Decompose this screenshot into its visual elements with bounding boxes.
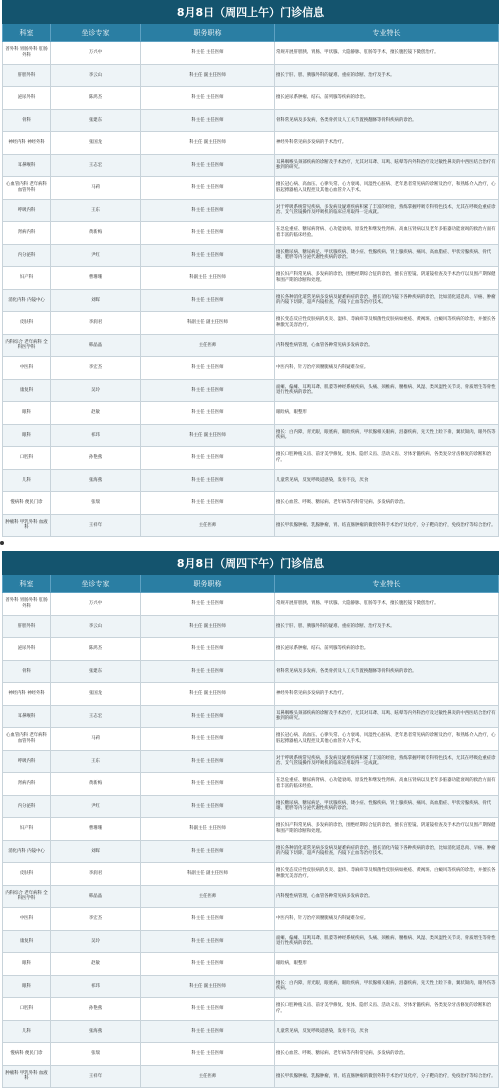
table-row xyxy=(3,42,499,65)
table-row xyxy=(3,447,499,470)
specialty-cell: 擅长心血管、呼吸、糖尿病、老年病等内科常见病、多发病的诊治。 xyxy=(275,492,499,515)
title-cell: 科主任 主任医师 xyxy=(141,1020,275,1043)
specialty-cell: 耳鼻咽喉头颈部疾病的诊断及手术治疗，尤其对耳聋、耳鸣、眩晕等内外科治疗及过敏性鼻炎的中西医结合治疗有独到的研究。 xyxy=(275,705,499,728)
dept-cell: 中医科 xyxy=(3,908,51,931)
table-row xyxy=(3,863,499,886)
dept-cell: 眼科 xyxy=(3,402,51,425)
doctor-cell: 孙艳燕 xyxy=(51,447,141,470)
dept-cell: 皮肤科 xyxy=(3,312,51,335)
title-cell: 科主任 主任医师 xyxy=(141,750,275,773)
specialty-cell: 擅长冠心病、高血压、心律失常、心力衰竭、风湿性心脏病、老年患者常见病的诊断及治疗，和熟练介入治疗，心脏起搏器植入及程控及其他心血管介入手术。 xyxy=(275,177,499,200)
dept-cell: 康复科 xyxy=(3,930,51,953)
dept-cell: 普外科 胃肠外科 肛肠外科 xyxy=(3,593,51,616)
dept-cell: 慢病科 便民门诊 xyxy=(3,492,51,515)
specialty-cell: 儿童常见病，反复呼吸道感染，发育不良，厌食 xyxy=(275,1020,499,1043)
specialty-cell: 擅长口腔种植义齿、前牙美学修复、复体、隐形义齿、活动义齿、牙体牙髓疾病、各类复杂牙齿修复的诊断和治疗。 xyxy=(275,447,499,470)
title-cell: 科主任 主任医师 xyxy=(141,402,275,425)
dept-cell: 儿科 xyxy=(3,1020,51,1043)
specialty-cell: 擅长糖尿病、糖尿病足、甲状腺疾病、矮小症、性腺疾病、肾上腺疾病、痛风、高血脂症、甲状旁腺疾病、骨代谢、肥胖等内分泌代谢性疾病的诊治。 xyxy=(275,795,499,818)
title-cell: 科主任 主任医师 xyxy=(141,593,275,616)
doctor-cell: 张瑞 xyxy=(51,492,141,515)
dept-cell: 神经内科 神经外科 xyxy=(3,683,51,706)
title-cell: 主任医师 xyxy=(141,885,275,908)
table-row xyxy=(3,840,499,863)
table-row xyxy=(3,998,499,1021)
table-row xyxy=(3,154,499,177)
specialty-cell: 对于呼吸系统常见疾病、多发病及疑难疾病积累了丰富的经验，熟练掌握呼吸专科特色技术，尤其在呼吸危重症诊治、支气管镜操作及呼吸机的临床应用取得一定成就。 xyxy=(275,750,499,773)
doctor-cell: 刘晖 xyxy=(51,840,141,863)
dept-cell: 泌尿外科 xyxy=(3,87,51,110)
specialty-cell: 擅长于肝、胆、胰腺外科的疑难、重症的诊断、治疗及手术。 xyxy=(275,615,499,638)
doctor-cell: 曹珊珊 xyxy=(51,267,141,290)
title-cell: 科主任 主任医师 xyxy=(141,638,275,661)
table-row xyxy=(3,64,499,87)
specialty-cell: 眼睑病，眼整形 xyxy=(275,953,499,976)
doctor-cell: 张建东 xyxy=(51,109,141,132)
title-cell: 科主任 主任医师 xyxy=(141,795,275,818)
title-cell: 科主任 主任医师 xyxy=(141,1043,275,1066)
title-cell: 科主任 主任医师 xyxy=(141,930,275,953)
dept-cell: 妇产科 xyxy=(3,267,51,290)
doctor-cell: 祁玮 xyxy=(51,424,141,447)
dept-cell: 骨科 xyxy=(3,660,51,683)
doctor-cell: 万兴中 xyxy=(51,42,141,65)
doctor-cell: 王祥年 xyxy=(51,514,141,537)
doctor-cell: 黄新梅 xyxy=(51,773,141,796)
title-cell: 科主任 主任医师 xyxy=(141,379,275,402)
dept-cell: 口腔科 xyxy=(3,447,51,470)
specialty-cell: 常规开展肝胆胰、胃肠、甲状腺、大隐静脉、肛肠等手术，擅长腹腔镜下微创治疗。 xyxy=(275,593,499,616)
table-row xyxy=(3,514,499,537)
specialty-cell: 耳鼻咽喉头颈部疾病的诊断及手术治疗，尤其对耳聋、耳鸣、眩晕等内外科治疗及过敏性鼻炎的中西医结合治疗有独到的研究。 xyxy=(275,154,499,177)
dept-cell: 口腔科 xyxy=(3,998,51,1021)
table-row xyxy=(3,87,499,110)
doctor-cell: 张海燕 xyxy=(51,469,141,492)
table-row xyxy=(3,334,499,357)
doctor-cell: 李云山 xyxy=(51,615,141,638)
section-gap xyxy=(0,537,500,551)
table-row xyxy=(3,469,499,492)
table-row xyxy=(3,908,499,931)
dept-cell: 呼吸内科 xyxy=(3,750,51,773)
doctor-cell: 黄新梅 xyxy=(51,222,141,245)
specialty-cell: 擅长冠心病、高血压、心律失常、心力衰竭、风湿性心脏病、老年患者常见病的诊断及治疗，和熟练介入治疗，心脏起搏器植入及程控及其他心血管介入手术。 xyxy=(275,728,499,751)
specialty-cell: 擅长甲状腺肿瘤、乳腺肿瘤，胃、结直肠肿瘤的微创外科手术治疗及化疗，分子靶向治疗，免疫治疗等综合治疗。 xyxy=(275,514,499,537)
table-row xyxy=(3,750,499,773)
dept-cell: 泌尿外科 xyxy=(3,638,51,661)
dept-cell: 肝胆外科 xyxy=(3,615,51,638)
title-cell: 科主任 副主任医师 xyxy=(141,132,275,155)
title-cell: 科副主任 主任医师 xyxy=(141,818,275,841)
doctor-cell: 刘晖 xyxy=(51,289,141,312)
dept-cell: 普外科 胃肠外科 肛肠外科 xyxy=(3,42,51,65)
table-row xyxy=(3,660,499,683)
dept-cell: 皮肤科 xyxy=(3,863,51,886)
doctor-cell: 李润君 xyxy=(51,312,141,335)
table-row xyxy=(3,244,499,267)
specialty-cell: 内科慢性病管理，心血管各种常见病多发病诊治。 xyxy=(275,334,499,357)
table-row xyxy=(3,975,499,998)
title-cell: 科主任 主任医师 xyxy=(141,773,275,796)
doctor-cell: 李润君 xyxy=(51,863,141,886)
title-cell: 科主任 主任医师 xyxy=(141,492,275,515)
table-row xyxy=(3,638,499,661)
table-row xyxy=(3,289,499,312)
dept-cell: 眼科 xyxy=(3,953,51,976)
doctor-cell: 张瑞 xyxy=(51,1043,141,1066)
table-row xyxy=(3,267,499,290)
afternoon-title: 8月8日（周四下午）门诊信息 xyxy=(3,552,499,575)
doctor-cell: 王祥年 xyxy=(51,1065,141,1088)
specialty-cell: 儿童常见病，反复呼吸道感染，发育不良，厌食 xyxy=(275,469,499,492)
table-row xyxy=(3,705,499,728)
header-title: 职务职称 xyxy=(141,24,275,42)
dept-cell: 肿瘤科 甲乳外科 血液科 xyxy=(3,514,51,537)
specialty-cell: 擅长糖尿病、糖尿病足、甲状腺疾病、矮小症、性腺疾病、肾上腺疾病、痛风、高血脂症、甲状旁腺疾病、骨代谢、肥胖等内分泌代谢性疾病的诊治。 xyxy=(275,244,499,267)
doctor-cell: 孙艳燕 xyxy=(51,998,141,1021)
doctor-cell: 尹红 xyxy=(51,795,141,818)
doctor-cell: 吴玲 xyxy=(51,379,141,402)
specialty-cell: 擅长甲状腺肿瘤、乳腺肿瘤，胃、结直肠肿瘤的微创外科手术治疗及化疗，分子靶向治疗，免疫治疗等综合治疗。 xyxy=(275,1065,499,1088)
doctor-cell: 王东 xyxy=(51,199,141,222)
header-specialty: 专业特长 xyxy=(275,575,499,593)
dept-cell: 心血管内科 老年病科 血管外科 xyxy=(3,177,51,200)
specialty-cell: 擅长各种消化道常见病多发病及疑难病症的诊治，擅长消化内镜下各种疾病的诊治，比如消化道息肉、早癌、肿瘤的内镜下切除，超声内镜检查，内镜下止血等治疗技术。 xyxy=(275,289,499,312)
specialty-cell: 擅长泌尿系肿瘤、结石、前列腺等疾病的诊治。 xyxy=(275,638,499,661)
doctor-cell: 马莉 xyxy=(51,177,141,200)
specialty-cell: 擅长妇产科常见病、多发病的诊治，围绝经期综合征的诊治，擅长宫腔镜、阴道镜检查及手术治疗以及围产期保健和围产期的诊断和处理。 xyxy=(275,818,499,841)
title-cell: 主任医师 xyxy=(141,334,275,357)
dept-cell: 耳鼻喉科 xyxy=(3,705,51,728)
table-row xyxy=(3,593,499,616)
table-row xyxy=(3,357,499,380)
title-cell: 科主任 主任医师 xyxy=(141,447,275,470)
specialty-cell: 对于呼吸系统常见疾病、多发病及疑难疾病积累了丰富的经验，熟练掌握呼吸专科特色技术，尤其在呼吸危重症诊治、支气管镜操作及呼吸机的临床应用取得一定成就。 xyxy=(275,199,499,222)
table-row xyxy=(3,885,499,908)
dept-cell: 肿瘤科 甲乳外科 血液科 xyxy=(3,1065,51,1088)
specialty-cell: 擅长心血管、呼吸、糖尿病、老年病等内科常见病、多发病的诊治。 xyxy=(275,1043,499,1066)
specialty-cell: 常规开展肝胆胰、胃肠、甲状腺、大隐静脉、肛肠等手术，擅长腹腔镜下微创治疗。 xyxy=(275,42,499,65)
dept-cell: 眼科 xyxy=(3,975,51,998)
specialty-cell: 在急危重症、糖尿病肾病、心功能衰竭、原发性和继发性肾病、高血压肾病以及老年多脏器功能衰竭的救治方面有着丰富的临床经验。 xyxy=(275,773,499,796)
title-cell: 科主任 副主任医师 xyxy=(141,683,275,706)
title-cell: 科主任 主任医师 xyxy=(141,177,275,200)
header-specialty: 专业特长 xyxy=(275,24,499,42)
title-cell: 科主任 主任医师 xyxy=(141,998,275,1021)
specialty-cell: 骨科常见病及多发病，各类骨折及人工关节置换翻修等骨科疾病的诊治。 xyxy=(275,660,499,683)
title-cell: 科副主任 主任医师 xyxy=(141,267,275,290)
doctor-cell: 祁玮 xyxy=(51,975,141,998)
dept-cell: 内分泌科 xyxy=(3,795,51,818)
title-cell: 科主任 主任医师 xyxy=(141,357,275,380)
table-row xyxy=(3,1043,499,1066)
title-cell: 科主任 主任医师 xyxy=(141,953,275,976)
title-cell: 主任医师 xyxy=(141,1065,275,1088)
title-cell: 科主任 主任医师 xyxy=(141,705,275,728)
morning-schedule-table xyxy=(2,0,499,537)
table-row xyxy=(3,773,499,796)
doctor-cell: 陈鸿杰 xyxy=(51,638,141,661)
specialty-cell: 神经外科常见病多发病的手术治疗。 xyxy=(275,132,499,155)
specialty-cell: 擅长妇产科常见病、多发病的诊治，围绝经期综合征的诊治，擅长宫腔镜、阴道镜检查及手术治疗以及围产期保健和围产期的诊断和处理。 xyxy=(275,267,499,290)
doctor-cell: 曹珊珊 xyxy=(51,818,141,841)
doctor-cell: 马莉 xyxy=(51,728,141,751)
doctor-cell: 王志宏 xyxy=(51,154,141,177)
table-row xyxy=(3,1020,499,1043)
doctor-cell: 万兴中 xyxy=(51,593,141,616)
title-cell: 科主任 主任医师 xyxy=(141,199,275,222)
table-row xyxy=(3,379,499,402)
dept-cell: 肝胆外科 xyxy=(3,64,51,87)
dept-cell: 内科综合 老年病科 全科医学科 xyxy=(3,885,51,908)
specialty-cell: 在急危重症、糖尿病肾病、心功能衰竭、原发性和继发性肾病、高血压肾病以及老年多脏器功能衰竭的救治方面有着丰富的临床经验。 xyxy=(275,222,499,245)
header-doctor: 坐诊专家 xyxy=(51,24,141,42)
specialty-cell: 中医内科，针刀治疗颈腰腿痛及内科疑难杂症。 xyxy=(275,908,499,931)
afternoon-schedule-table xyxy=(2,551,499,1088)
bullet-dot xyxy=(0,541,4,545)
doctor-cell: 王东 xyxy=(51,750,141,773)
table-row xyxy=(3,177,499,200)
header-dept: 科室 xyxy=(3,24,51,42)
title-cell: 科主任 主任医师 xyxy=(141,87,275,110)
doctor-cell: 韩晶晶 xyxy=(51,885,141,908)
doctor-cell: 李宏杰 xyxy=(51,357,141,380)
specialty-cell: 擅长口腔种植义齿、前牙美学修复、复体、隐形义齿、活动义齿、牙体牙髓疾病、各类复杂牙齿修复的诊断和治疗。 xyxy=(275,998,499,1021)
title-cell: 主任医师 xyxy=(141,514,275,537)
table-row xyxy=(3,818,499,841)
table-row xyxy=(3,222,499,245)
title-cell: 科主任 主任医师 xyxy=(141,728,275,751)
table-row xyxy=(3,109,499,132)
title-cell: 科主任 主任医师 xyxy=(141,154,275,177)
dept-cell: 康复科 xyxy=(3,379,51,402)
title-cell: 科主任 主任医师 xyxy=(141,42,275,65)
table-row xyxy=(3,1065,499,1088)
doctor-cell: 张国龙 xyxy=(51,132,141,155)
specialty-cell: 擅长：白内障，青光眼，眼底病，眼睑疾病，甲状腺相关眼病，泪器疾病，先天性上睑下垂，翼状胬肉，眼外伤等疾病。 xyxy=(275,424,499,447)
dept-cell: 耳鼻喉科 xyxy=(3,154,51,177)
title-cell: 科副主任 副主任医师 xyxy=(141,863,275,886)
doctor-cell: 张国龙 xyxy=(51,683,141,706)
header-title: 职务职称 xyxy=(141,575,275,593)
dept-cell: 肾病内科 xyxy=(3,222,51,245)
title-cell: 科主任 主任医师 xyxy=(141,908,275,931)
specialty-cell: 擅长：白内障，青光眼，眼底病，眼睑疾病，甲状腺相关眼病，泪器疾病，先天性上睑下垂，翼状胬肉，眼外伤等疾病。 xyxy=(275,975,499,998)
title-cell: 科主任 主任医师 xyxy=(141,469,275,492)
dept-cell: 骨科 xyxy=(3,109,51,132)
specialty-cell: 内科慢性病管理，心血管各种常见病多发病诊治。 xyxy=(275,885,499,908)
table-row xyxy=(3,424,499,447)
dept-cell: 消化内科 内镜中心 xyxy=(3,840,51,863)
title-cell: 科主任 主任医师 xyxy=(141,222,275,245)
title-cell: 科主任 主任医师 xyxy=(141,109,275,132)
dept-cell: 中医科 xyxy=(3,357,51,380)
title-cell: 科副主任 副主任医师 xyxy=(141,312,275,335)
dept-cell: 眼科 xyxy=(3,424,51,447)
specialty-cell: 中医内科，针刀治疗颈腰腿痛及内科疑难杂症。 xyxy=(275,357,499,380)
dept-cell: 心血管内科 老年病科 血管外科 xyxy=(3,728,51,751)
table-row xyxy=(3,132,499,155)
dept-cell: 儿科 xyxy=(3,469,51,492)
table-row xyxy=(3,953,499,976)
specialty-cell: 面瘫、偏瘫、耳鸣耳聋、肌萎等神经系统疾病，头痛、颈椎病、腰椎病、风湿、类风湿性关节炎、骨质增生等骨性退行性疾病的诊治。 xyxy=(275,379,499,402)
dept-cell: 妇产科 xyxy=(3,818,51,841)
table-row xyxy=(3,930,499,953)
doctor-cell: 尹红 xyxy=(51,244,141,267)
dept-cell: 神经内科 神经外科 xyxy=(3,132,51,155)
table-row xyxy=(3,492,499,515)
title-cell: 科主任 副主任医师 xyxy=(141,615,275,638)
morning-title: 8月8日（周四上午）门诊信息 xyxy=(3,1,499,24)
title-cell: 科主任 主任医师 xyxy=(141,660,275,683)
doctor-cell: 张海燕 xyxy=(51,1020,141,1043)
doctor-cell: 张建东 xyxy=(51,660,141,683)
specialty-cell: 擅长变态反应性皮肤病的皮炎、湿疹、荨麻疹等及细菌性皮肤病如痤疮、黄褐斑、白癜风等疾病的诊治，并擅长各种激光美容治疗。 xyxy=(275,312,499,335)
specialty-cell: 神经外科常见病多发病的手术治疗。 xyxy=(275,683,499,706)
doctor-cell: 王志宏 xyxy=(51,705,141,728)
specialty-cell: 骨科常见病及多发病，各类骨折及人工关节置换翻修等骨科疾病的诊治。 xyxy=(275,109,499,132)
doctor-cell: 李宏杰 xyxy=(51,908,141,931)
dept-cell: 内分泌科 xyxy=(3,244,51,267)
doctor-cell: 陈鸿杰 xyxy=(51,87,141,110)
title-cell: 科主任 副主任医师 xyxy=(141,64,275,87)
dept-cell: 呼吸内科 xyxy=(3,199,51,222)
doctor-cell: 李云山 xyxy=(51,64,141,87)
table-row xyxy=(3,199,499,222)
table-row xyxy=(3,728,499,751)
title-cell: 科主任 主任医师 xyxy=(141,289,275,312)
specialty-cell: 眼睑病，眼整形 xyxy=(275,402,499,425)
table-row xyxy=(3,683,499,706)
doctor-cell: 吴玲 xyxy=(51,930,141,953)
title-cell: 科主任 副主任医师 xyxy=(141,975,275,998)
specialty-cell: 擅长于肝、胆、胰腺外科的疑难、重症的诊断、治疗及手术。 xyxy=(275,64,499,87)
header-dept: 科室 xyxy=(3,575,51,593)
table-row xyxy=(3,795,499,818)
title-cell: 科主任 主任医师 xyxy=(141,840,275,863)
table-row xyxy=(3,312,499,335)
doctor-cell: 韩晶晶 xyxy=(51,334,141,357)
dept-cell: 消化内科 内镜中心 xyxy=(3,289,51,312)
table-row xyxy=(3,615,499,638)
header-doctor: 坐诊专家 xyxy=(51,575,141,593)
specialty-cell: 擅长各种消化道常见病多发病及疑难病症的诊治，擅长消化内镜下各种疾病的诊治，比如消化道息肉、早癌、肿瘤的内镜下切除，超声内镜检查，内镜下止血等治疗技术。 xyxy=(275,840,499,863)
dept-cell: 慢病科 便民门诊 xyxy=(3,1043,51,1066)
dept-cell: 肾病内科 xyxy=(3,773,51,796)
doctor-cell: 赵敏 xyxy=(51,402,141,425)
doctor-cell: 赵敏 xyxy=(51,953,141,976)
specialty-cell: 擅长泌尿系肿瘤、结石、前列腺等疾病的诊治。 xyxy=(275,87,499,110)
table-row xyxy=(3,402,499,425)
specialty-cell: 面瘫、偏瘫、耳鸣耳聋、肌萎等神经系统疾病，头痛、颈椎病、腰椎病、风湿、类风湿性关节炎、骨质增生等骨性退行性疾病的诊治。 xyxy=(275,930,499,953)
specialty-cell: 擅长变态反应性皮肤病的皮炎、湿疹、荨麻疹等及细菌性皮肤病如痤疮、黄褐斑、白癜风等疾病的诊治，并擅长各种激光美容治疗。 xyxy=(275,863,499,886)
title-cell: 科主任 主任医师 xyxy=(141,244,275,267)
title-cell: 科主任 副主任医师 xyxy=(141,424,275,447)
dept-cell: 内科综合 老年病科 全科医学科 xyxy=(3,334,51,357)
